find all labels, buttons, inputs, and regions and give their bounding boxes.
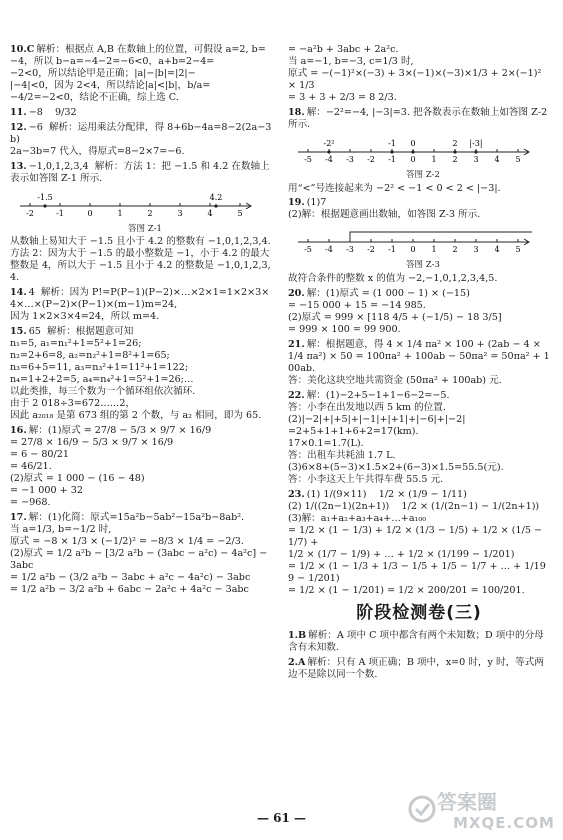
answer-block — [288, 339, 550, 387]
answer-line — [288, 438, 550, 450]
answer-text: (2)原式 = 999 × [118 4/5 + (−1/5) − 18 3/5] — [288, 312, 502, 324]
tick-label: 4 — [207, 208, 213, 218]
answer-text: = 27/8 × 16/9 − 5/3 × 9/7 × 16/9 — [10, 437, 174, 449]
tick-label: -2 — [367, 245, 375, 255]
answer-line — [288, 324, 550, 336]
answer-text: 方法 2：因为大于 −1.5 的最小整数是 −1，小于 4.2 的最大整数是 4，所以大于 −1.5 且小于 4.2 的整数是 −1,0,1,2,3,4. — [10, 248, 271, 284]
question-number: 11. — [10, 106, 27, 118]
answer-block — [10, 161, 272, 185]
answer-line — [10, 461, 272, 473]
question-number: 13. — [10, 160, 27, 172]
question-number: 15. — [10, 326, 27, 338]
answer-text: 解：根据题意，得 4 × 1/4 πa² × 100 + (2ab − 4 × 1/4 πa²) × 50 = 100πa² + 100ab − 50πa² = 50πa² + 100ab. — [288, 338, 550, 374]
answer-text: −4/2=−2<0，结论不正确，综上选 C. — [10, 91, 179, 103]
answer-line — [288, 288, 550, 300]
answer-line — [10, 161, 272, 185]
question-number: 12. — [10, 121, 27, 133]
answer-line — [10, 512, 272, 524]
answer-line — [10, 473, 272, 485]
tick-label: -2 — [26, 208, 34, 218]
answer-text: 65 解析：根据题意可知 — [28, 326, 134, 338]
answer-text: (2)|−2|+|+5|+|−1|+|+1|+|−6|+|−2| — [288, 413, 466, 425]
answer-line — [10, 536, 272, 548]
answer-text: = 999 × 100 = 99 900. — [288, 324, 401, 335]
answer-text: 解析：只有 A 项正确；B 项中，x=0 时，y 时，等式两边不是除以同一个数. — [288, 656, 544, 680]
answer-block — [10, 122, 272, 158]
answer-text: 解：(1)原式 = 27/8 − 5/3 × 9/7 × 16/9 — [28, 425, 212, 437]
point-label: -1.5 — [37, 192, 53, 202]
tick-label: 5 — [515, 245, 521, 255]
answer-text: =2+5+1+1+6+2=17(km). — [288, 425, 419, 437]
answer-text: = 3 + 3 + 2/3 = 8 2/3. — [288, 91, 397, 103]
answer-line — [10, 374, 272, 386]
range-bracket — [350, 232, 532, 242]
answer-line — [288, 56, 550, 68]
page-number: — 61 — — [256, 811, 307, 825]
answer-line — [288, 375, 550, 387]
answer-text: = −15 000 + 15 = −14 985. — [288, 300, 426, 312]
answer-text: = 1/2 a²b − 3/2 a²b + 6abc − 2a²c + 4a²c − 3abc — [10, 584, 249, 595]
answer-line — [288, 501, 550, 513]
figure-caption: 答图 Z-3 — [406, 260, 440, 271]
answer-text: = 6 − 80/21 — [10, 449, 69, 461]
answer-line — [10, 485, 272, 497]
answer-line — [288, 209, 550, 221]
answer-text: 解：(1)原式 = (1 000 − 1) × (−15) — [306, 288, 470, 300]
answer-line — [10, 311, 272, 323]
answer-line — [10, 107, 272, 119]
tick-label: -2 — [367, 154, 375, 164]
point-marker — [453, 150, 456, 153]
tick-label: 1 — [117, 208, 123, 218]
answer-text: (3)6×8+(5−3)×1.5×2+(6−3)×1.5=55.5(元). — [288, 461, 504, 473]
point-marker — [43, 204, 46, 207]
answer-line — [10, 524, 272, 536]
answer-line — [10, 497, 272, 509]
answer-line — [10, 386, 272, 398]
answer-line — [10, 398, 272, 410]
answer-text: = 46/21. — [10, 461, 52, 473]
answer-text: 1/2 × (1/7 − 1/9) + … + 1/2 × (1/199 − 1/201) — [288, 548, 515, 560]
answer-line — [288, 92, 550, 104]
point-marker — [474, 150, 477, 153]
answer-line — [288, 68, 550, 92]
watermark-text-bottom: MXQE.COM — [453, 814, 555, 832]
number-line-figure — [18, 188, 272, 235]
question-number: 17. — [10, 512, 27, 524]
answer-text: 2a−3b=7 代入，得原式=8−2×7=−6. — [10, 145, 185, 157]
tick-label: 4 — [494, 245, 500, 255]
answer-text: 由于 2 018÷3=672……2， — [10, 398, 136, 410]
answer-text: 故符合条件的整数 x 的值为 −2,−1,0,1,2,3,4,5. — [288, 273, 498, 285]
answer-block — [10, 326, 272, 422]
tick-label: 5 — [515, 154, 521, 164]
answer-line — [10, 122, 272, 146]
figure-caption: 答图 Z-2 — [406, 169, 440, 180]
left-column — [10, 44, 272, 599]
point-label: -2² — [323, 138, 335, 148]
answer-block — [288, 197, 550, 221]
answer-line — [288, 450, 550, 462]
answer-line — [288, 462, 550, 474]
answer-line — [288, 657, 550, 681]
answer-line — [288, 561, 550, 585]
answer-line — [288, 489, 550, 501]
answer-text: 原式 = −(−1)²×(−3) + 3×(−1)×(−3)×1/3 + 2×(−1)² × 1/3 — [288, 67, 545, 91]
tick-label: 0 — [87, 208, 93, 218]
answer-line — [10, 350, 272, 362]
point-label: 2 — [452, 138, 458, 148]
answer-line — [10, 410, 272, 422]
answer-line — [10, 236, 272, 248]
tick-label: 0 — [410, 154, 416, 164]
question-number: 20. — [288, 288, 305, 300]
answer-block — [288, 288, 550, 336]
answer-text: = −968. — [10, 497, 51, 509]
answer-line — [288, 513, 550, 525]
question-number: 16. — [10, 425, 27, 437]
answer-text: (2)解：根据题意画出数轴，如答图 Z-3 所示. — [288, 209, 481, 221]
answer-line — [288, 525, 550, 549]
answer-block — [288, 107, 550, 131]
answer-text: 当 a=−1, b=−3, c=1/3 时, — [288, 55, 414, 67]
answer-line — [288, 44, 550, 56]
answer-block — [288, 273, 550, 285]
answer-text: (2)原式 = 1/2 a²b − [3/2 a²b − (3abc − a²c) − 4a²c] − 3abc — [10, 548, 271, 572]
number-line-figure — [296, 134, 550, 181]
answer-line — [288, 273, 550, 285]
answer-text: 答：小李这天上午共得车费 55.5 元. — [288, 473, 444, 485]
answer-text: = 1/2 × (1 − 1/3) + 1/2 × (1/3 − 1/5) + 1/2 × (1/5 − 1/7) + — [288, 524, 546, 548]
right-column — [288, 44, 550, 684]
answer-block — [288, 183, 550, 195]
answer-line — [288, 426, 550, 438]
answer-text: −1,0,1,2,3,4 解析：方法 1：把 −1.5 和 4.2 在数轴上表示如答图 Z-1 所示. — [10, 160, 270, 184]
answer-text: n₁=5, a₁=n₁²+1=5²+1=26; — [10, 338, 142, 350]
question-number: 14. — [10, 287, 27, 299]
answer-text: = 1/2 × (1 − 1/3 + 1/3 − 1/5 + 1/5 − 1/7 + … + 1/199 − 1/201) — [288, 560, 546, 584]
answer-line — [288, 300, 550, 312]
answer-line — [10, 449, 272, 461]
answer-text: |−4|<0，因为 2<4，所以结论|a|<|b|，b/a= — [10, 79, 211, 91]
answer-line — [288, 339, 550, 375]
answer-text: 因为 1×2×3×4=24，所以 m=4. — [10, 311, 160, 323]
answer-line — [288, 474, 550, 486]
tick-label: 5 — [237, 208, 243, 218]
tick-label: -1 — [56, 208, 64, 218]
answer-text: 解：(1)−2+5−1+1−6−2=−5. — [306, 389, 450, 401]
answer-line — [10, 92, 272, 104]
watermark-text-top: 答案圈 — [437, 790, 497, 814]
answer-block — [10, 44, 272, 104]
answer-text: 因此 a₂₀₁₈ 是第 673 组的第 2 个数，与 a₂ 相同，即为 65. — [10, 410, 262, 422]
point-marker — [327, 150, 330, 153]
answer-text: 解：(1)化简：原式=15a²b−5ab²−15a²b−8ab². — [28, 512, 245, 524]
number-line-svg — [296, 224, 532, 258]
tick-label: -1 — [388, 245, 396, 255]
answer-line — [288, 402, 550, 414]
answer-line — [288, 630, 550, 654]
answer-text: 当 a=1/3, b=−1/2 时, — [10, 524, 112, 536]
answer-block — [10, 107, 272, 119]
answer-text: (2) 1/((2n−1)(2n+1)) 1/2 × (1/(2n−1) − 1/(2n+1)) — [288, 500, 540, 512]
tick-label: -3 — [346, 154, 354, 164]
answer-line — [288, 107, 550, 131]
answer-text: n₃=6+5=11, a₃=n₃²+1=11²+1=122; — [10, 362, 189, 374]
tick-label: -4 — [325, 245, 333, 255]
answer-line — [10, 425, 272, 437]
answer-line — [10, 572, 272, 584]
answer-text: 解析：A 项中 C 项中都含有两个未知数；D 项中的分母含有未知数. — [288, 629, 544, 653]
watermark-icon — [407, 794, 437, 824]
answer-text: 用“<”号连接起来为 −2² < −1 < 0 < 2 < |−3|. — [288, 182, 501, 194]
answer-line — [10, 68, 272, 80]
answer-text: (3)解：a₁+a₂+a₃+a₄+…+a₁₀₀ — [288, 512, 427, 524]
tick-label: 3 — [473, 154, 479, 164]
tick-label: -5 — [304, 154, 312, 164]
answer-text: = −a²b + 3abc + 2a²c. — [288, 44, 399, 55]
answer-text: 答：小李在出发地以西 5 km 的位置. — [288, 401, 446, 413]
answer-line — [10, 584, 272, 596]
answer-line — [288, 312, 550, 324]
answer-text: −6 解析：运用乘法分配律，得 8+6b−4a=8−2(2a−3b) — [10, 121, 272, 145]
answer-text: 答：美化这块空地共需资金 (50πa² + 100ab) 元. — [288, 374, 502, 386]
point-label: 0 — [410, 138, 416, 148]
number-line-svg — [18, 188, 254, 222]
answer-text: (2)原式 = 1 000 − (16 − 48) — [10, 473, 145, 485]
tick-label: 0 — [410, 245, 416, 255]
watermark-logo — [407, 790, 557, 836]
point-marker — [390, 150, 393, 153]
tick-label: -5 — [304, 245, 312, 255]
answer-text: 4 解析：因为 P!=P(P−1)(P−2)×…×2×1=1×2×3×4×…×(P−2)×(P−1)×(m−1)m=24, — [10, 287, 270, 311]
tick-label: 1 — [431, 154, 437, 164]
tick-label: -4 — [325, 154, 333, 164]
answer-text: n₂=2+6=8, a₂=n₂²+1=8²+1=65; — [10, 350, 170, 362]
question-number: 18. — [288, 106, 305, 118]
answer-text: 解析：根据点 A,B 在数轴上的位置，可假设 a=2, b=−4，所以 b−a=−4−2=−6<0，a+b=2−4= — [10, 44, 266, 67]
answer-text: = −1 000 + 32 — [10, 485, 83, 497]
answer-line — [10, 44, 272, 68]
answer-line — [10, 548, 272, 572]
tick-label: -1 — [388, 154, 396, 164]
tick-label: 1 — [431, 245, 437, 255]
question-number: 1.B — [288, 629, 307, 641]
answer-line — [288, 549, 550, 561]
question-number: 21. — [288, 338, 305, 350]
answer-line — [288, 414, 550, 426]
answer-block — [10, 425, 272, 509]
answer-line — [10, 437, 272, 449]
answer-text: 答：出租车共耗油 1.7 L. — [288, 449, 396, 461]
tick-label: 4 — [494, 154, 500, 164]
answer-line — [288, 585, 550, 597]
answer-text: 原式 = −8 × 1/3 × (−1/2)² = −8/3 × 1/4 = −2/3. — [10, 536, 244, 548]
tick-label: 2 — [452, 154, 458, 164]
tick-label: 3 — [473, 245, 479, 255]
tick-label: 2 — [147, 208, 153, 218]
number-line-svg — [296, 134, 532, 168]
answer-text: −8 9/32 — [28, 106, 77, 118]
answer-text: = 1/2 × (1 − 1/201) = 1/2 × 200/201 = 100/201. — [288, 584, 525, 596]
answer-block — [288, 657, 550, 681]
answer-block — [10, 287, 272, 323]
point-marker — [411, 150, 414, 153]
figure-caption: 答图 Z-1 — [128, 223, 162, 234]
point-label: 4.2 — [209, 192, 223, 202]
answer-line — [10, 287, 272, 311]
point-label: -1 — [388, 138, 396, 148]
answer-line — [10, 248, 272, 284]
answer-text: (1)7 — [306, 197, 327, 209]
tick-label: 2 — [452, 245, 458, 255]
tick-label: -3 — [346, 245, 354, 255]
answer-text: n₄=1+2+2=5, a₄=n₄²+1=5²+1=26;… — [10, 374, 194, 386]
answer-line — [10, 80, 272, 92]
question-number: 19. — [288, 197, 305, 209]
answer-text: = 1/2 a²b − (3/2 a²b − 3abc + a²c − 4a²c) − 3abc — [10, 572, 251, 584]
answer-line — [288, 197, 550, 209]
point-marker — [214, 204, 217, 207]
answer-block — [10, 236, 272, 284]
answer-line — [288, 183, 550, 195]
answer-block — [288, 489, 550, 597]
answer-block — [288, 390, 550, 486]
answer-text: 解：−2²=−4, |−3|=3. 把各数表示在数轴上如答图 Z-2 所示. — [288, 106, 551, 130]
answer-text: −2<0，所以结论甲是正确；|a|−|b|=|2|− — [10, 67, 196, 79]
point-label: |-3| — [469, 138, 483, 148]
answer-text: 从数轴上易知大于 −1.5 且小于 4.2 的整数有 −1,0,1,2,3,4. — [10, 236, 271, 248]
answer-text: (1) 1/(9×11) 1/2 × (1/9 − 1/11) — [306, 488, 467, 500]
answer-line — [10, 362, 272, 374]
answer-block — [10, 512, 272, 596]
answer-line — [10, 146, 272, 158]
answer-text: 17×0.1=1.7(L). — [288, 437, 364, 449]
answer-block — [288, 630, 550, 654]
question-number: 10.C — [10, 44, 35, 55]
question-number: 23. — [288, 488, 305, 500]
section-title: 阶段检测卷(三) — [356, 602, 482, 623]
answer-line — [288, 390, 550, 402]
tick-label: 3 — [177, 208, 183, 218]
answer-line — [10, 338, 272, 350]
answer-line — [10, 326, 272, 338]
answer-block — [288, 44, 550, 104]
question-number: 22. — [288, 389, 305, 401]
number-line-figure — [296, 224, 550, 271]
question-number: 2.A — [288, 656, 306, 668]
answer-text: 以此类推，每三个数为一个循环组依次循环. — [10, 386, 196, 398]
